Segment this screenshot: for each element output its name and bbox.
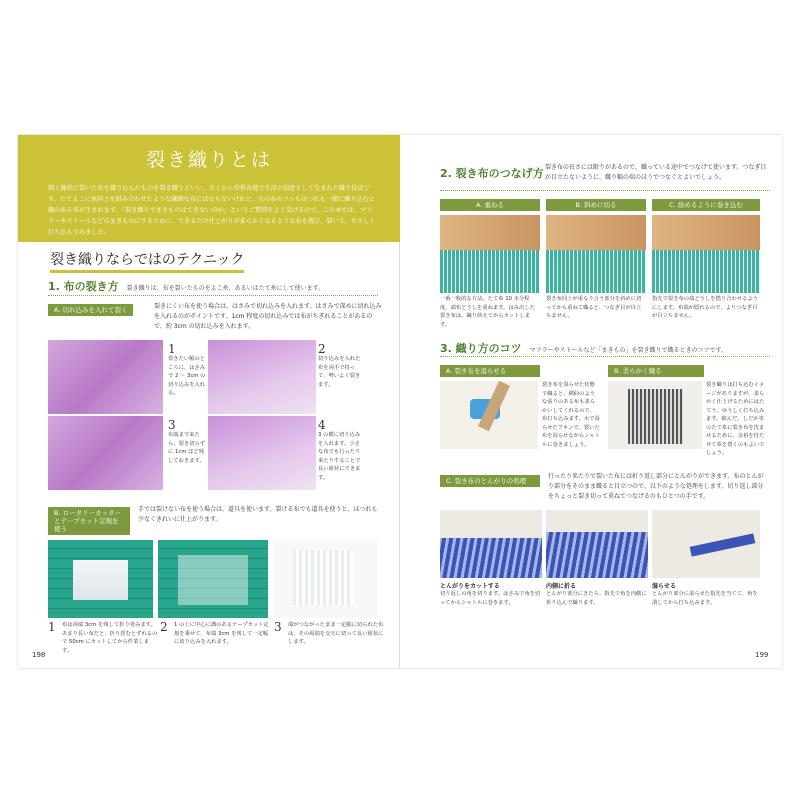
step-a3-text: 布端まで来たら、裂き切らずに 1cm ほど残しておきます。 bbox=[168, 432, 206, 464]
tag-b-description: 手では裂けない布を使う場合は、道具を使います。裂ける布でも道具を使うと、ほつれも少なくきれいに仕上がります。 bbox=[138, 506, 378, 523]
tip-a-text: 裂き布を湿らせた状態で織ると、綿仙のような張りのある布も柔らかいしてくれるので、布打ち込みます。水で湿らせたフキンで、裂いた布を湿らせながらシャトルに巻きましょう。 bbox=[542, 382, 601, 448]
tag-moisten: A. 裂き布を湿らせる bbox=[440, 365, 540, 377]
joining-title: 2. 裂き布のつなげ方 bbox=[440, 167, 544, 180]
corner-fold-text: とんがり部分にきたら、指先で角を内側に折り込んで織ります。 bbox=[546, 591, 647, 606]
tearing-desc: 裂き織りは、布を裂いたものをよこ糸、あるいはたて糸にして使います。 bbox=[126, 285, 325, 292]
step-a2-number: 2 bbox=[318, 342, 326, 356]
step-a4-number: 4 bbox=[318, 418, 326, 432]
tearing-heading bbox=[48, 278, 324, 294]
weaving-tips-desc: マフラーやストールなど「まきもの」を裂き織りで織るときのコツです。 bbox=[529, 347, 728, 354]
step-a2-photo bbox=[208, 340, 316, 414]
corner-cut-label: とんがりをカットする bbox=[440, 583, 500, 590]
step-a1-number: 1 bbox=[168, 342, 176, 356]
step-a2-text: 切り込みを入れた布を両手で持って、勢いよく裂きます。 bbox=[318, 356, 361, 388]
banner-title: 裂き織りとは bbox=[145, 149, 272, 171]
corner-cut-text: 切り返しの角を切ります。はさみで角を切ってからシャトルに巻きます。 bbox=[440, 591, 541, 606]
tag-a-description: 裂きにくい布を使う場合は、はさみで切れ込みを入れます。はさみで深めに切れ込みを入れるのがポイントです。1cm 程度の切れ込みでは布がちぎれることがあるので、約 3cm の切れ込みを入れます。 bbox=[154, 303, 382, 330]
tag-rotary-cutter: B. ロータリーカッターとテープカット定規を使う bbox=[48, 507, 130, 535]
tag-c-description: 行ったり来たりで裂いた布には折り返し部分にとんがりができます。布のとんがり部分をそのまま織ると目立つので、以下のような処理をします。切り返し部分をちょっと裂き切って重ねてつなげるのもひとつの手です。 bbox=[548, 473, 764, 500]
tearing-title: 1. 布の裂き方 bbox=[48, 280, 119, 293]
step-b2-text: 1 の上に中心に溝のあるテープカット定規を乗せて、布端 3cm を残して一定幅に切り込みを入れます。 bbox=[174, 622, 269, 645]
step-a1-text: 裂きたい幅のところに、はさみで 2 ～ 3cm の切り込みを入れる。 bbox=[168, 356, 206, 396]
corner-fold-photo bbox=[546, 510, 648, 578]
step-b1-number: 1 bbox=[48, 620, 56, 634]
divider bbox=[440, 356, 770, 357]
corner-fold-label: 内側に折る bbox=[546, 583, 577, 590]
weaving-tips-heading bbox=[440, 340, 727, 356]
tag-cut-and-tear: A. 切れ込みを入れて裂く bbox=[48, 304, 133, 316]
left-page bbox=[18, 135, 400, 668]
tip-b-photo bbox=[608, 381, 702, 449]
tip-b-text: 裂き織りは打ち込むイメージがありますが、柔らかく仕上げるためにはたてう、ゆうしく打ち込みます。隙んだ、しだか等のたて糸に裂き布を沈ませるために、余裕を持たせて糸を置くのもよいでしょう。 bbox=[706, 382, 765, 456]
banner-text: 細く線状に裂いた布を織り込んだものを裂き織りといい、古くから世界各地で生活の知恵として生まれた織り技法です。たてよこに糸同士を組み合わせたような繊細な布にはならないけれど、元の布のフシもほつれも一緒に織り込むと趣のある布が生まれます。「裂き織りでまきものはできないのか」というご質問をよく受けるので、この本では、マフラーやストールなどのまきものにするために、できるだけ仕上がりが柔らかくなるような布を選び、裂いて、やさしく打ち込んでみました。 bbox=[48, 185, 376, 236]
divider bbox=[440, 190, 770, 191]
step-a4-text: 3 の横に切り込みを入れます。小さな布でも行ったり来たりすることで長い紐状にできます。 bbox=[318, 432, 361, 481]
joining-desc: 裂き布の長さには限りがあるので、織っている途中でつなげて使います。つなぎ目が目立たないように、織り幅の端のほうでつなぐとよいでしょう。 bbox=[545, 164, 767, 181]
join-c-text: 指先で裂き布の端どうしを撚り合わせるようにします。布端が隠れるので、よりつなぎ目が目立ちません。 bbox=[652, 296, 758, 319]
page-number-left: 198 bbox=[32, 651, 46, 659]
corner-moisten-text: とんがり部分に湿らせた指先を当てて、角を潰してから打ち込みます。 bbox=[652, 591, 758, 606]
step-b1-photo bbox=[48, 540, 153, 618]
tag-soft-weave: B. 柔らかく織る bbox=[608, 365, 704, 377]
join-a-photo bbox=[440, 215, 540, 293]
tip-a-photo bbox=[440, 381, 538, 449]
step-b1-text: 布は両端 3cm を残して折り畳みます。あまり長い布だと、折り畳むとずれるので 50cm にカットしてから作業します。 bbox=[62, 622, 158, 654]
step-b3-text: 端がつながったまま一定幅に切られた布は、その両端を交互に切って長い紐状にします。 bbox=[288, 622, 384, 645]
step-a3-photo bbox=[48, 416, 163, 490]
tag-twist-in: C. 絡めるように巻き込む bbox=[652, 199, 760, 211]
join-a-text: 一番一般的な方法。たて糸 10 本分程度、端布どうしを重ねます。はみ出した裂き布は、織り終えてからカットします。 bbox=[440, 296, 535, 328]
step-b3-photo bbox=[273, 540, 378, 618]
corner-cut-photo bbox=[440, 510, 542, 578]
corner-moisten-label: 湿らせる bbox=[652, 583, 676, 590]
step-a3-number: 3 bbox=[168, 418, 176, 432]
technique-section-title: 裂き織りならではのテクニック bbox=[50, 249, 244, 273]
step-a4-photo bbox=[208, 416, 316, 490]
step-b2-number: 2 bbox=[160, 620, 168, 634]
divider bbox=[48, 295, 378, 296]
intro-banner bbox=[18, 135, 400, 242]
join-c-photo bbox=[652, 215, 760, 293]
join-b-text: 裂き布同士が重なり合う部分を斜めに切ってから重ねて織ると、つなぎ目が目立ちません。 bbox=[546, 296, 642, 319]
step-a1-photo bbox=[48, 340, 163, 414]
book-spread bbox=[18, 135, 782, 668]
tag-overlap: A. 重ねる bbox=[440, 199, 540, 211]
step-b3-number: 3 bbox=[274, 620, 282, 634]
corner-moisten-photo bbox=[652, 510, 760, 578]
right-page bbox=[400, 135, 782, 668]
join-b-photo bbox=[546, 215, 646, 293]
tag-diagonal-cut: B. 斜めに切る bbox=[546, 199, 646, 211]
step-b2-photo bbox=[158, 540, 268, 618]
weaving-tips-title: 3. 織り方のコツ bbox=[440, 342, 522, 355]
page-number-right: 199 bbox=[755, 651, 769, 659]
tag-corner-treatment: C. 裂き布のとんがりの処理 bbox=[440, 475, 540, 487]
